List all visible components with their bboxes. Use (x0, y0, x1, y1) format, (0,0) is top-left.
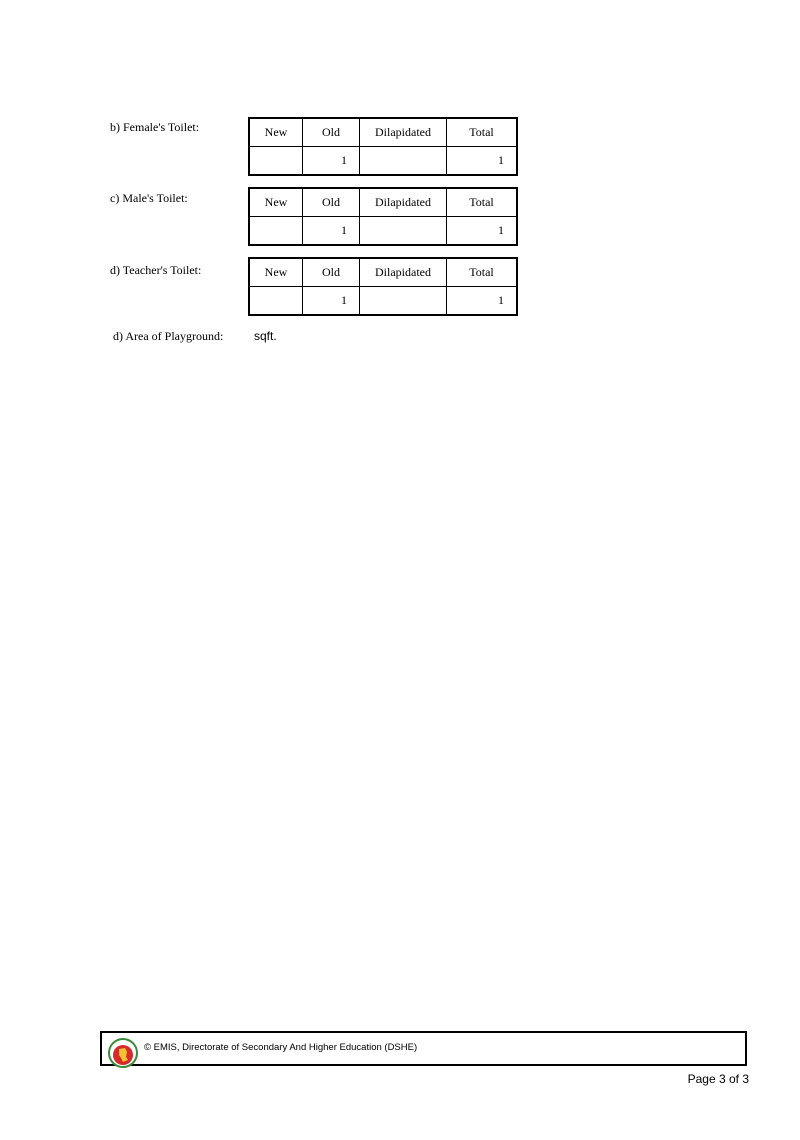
value-old: 1 (303, 147, 360, 176)
teacher-toilet-table (248, 257, 518, 316)
footer-box (100, 1031, 747, 1066)
playground-label: d) Area of Playground: (113, 329, 224, 343)
bangladesh-govt-emblem-icon (108, 1038, 138, 1068)
value-total: 1 (447, 287, 518, 316)
value-new (249, 217, 303, 246)
footer-copyright: © EMIS, Directorate of Secondary And Higher Education (DSHE) (144, 1042, 418, 1053)
header-dilapidated: Dilapidated (360, 188, 447, 217)
page-number: Page 3 of 3 (687, 1072, 749, 1086)
header-total: Total (447, 258, 518, 287)
header-dilapidated: Dilapidated (360, 118, 447, 147)
male-toilet-label: c) Male's Toilet: (110, 191, 188, 205)
value-dilapidated (360, 147, 447, 176)
header-old: Old (303, 118, 360, 147)
header-new: New (249, 118, 303, 147)
header-total: Total (447, 188, 518, 217)
value-total: 1 (447, 217, 518, 246)
value-new (249, 147, 303, 176)
header-new: New (249, 258, 303, 287)
female-toilet-table (248, 117, 518, 176)
value-dilapidated (360, 217, 447, 246)
value-old: 1 (303, 217, 360, 246)
value-total: 1 (447, 147, 518, 176)
value-old: 1 (303, 287, 360, 316)
header-total: Total (447, 118, 518, 147)
value-new (249, 287, 303, 316)
header-old: Old (303, 258, 360, 287)
header-old: Old (303, 188, 360, 217)
header-dilapidated: Dilapidated (360, 258, 447, 287)
header-new: New (249, 188, 303, 217)
playground-unit: sqft. (254, 329, 277, 343)
female-toilet-label: b) Female's Toilet: (110, 120, 200, 134)
value-dilapidated (360, 287, 447, 316)
teacher-toilet-label: d) Teacher's Toilet: (110, 263, 202, 277)
male-toilet-table (248, 187, 518, 246)
